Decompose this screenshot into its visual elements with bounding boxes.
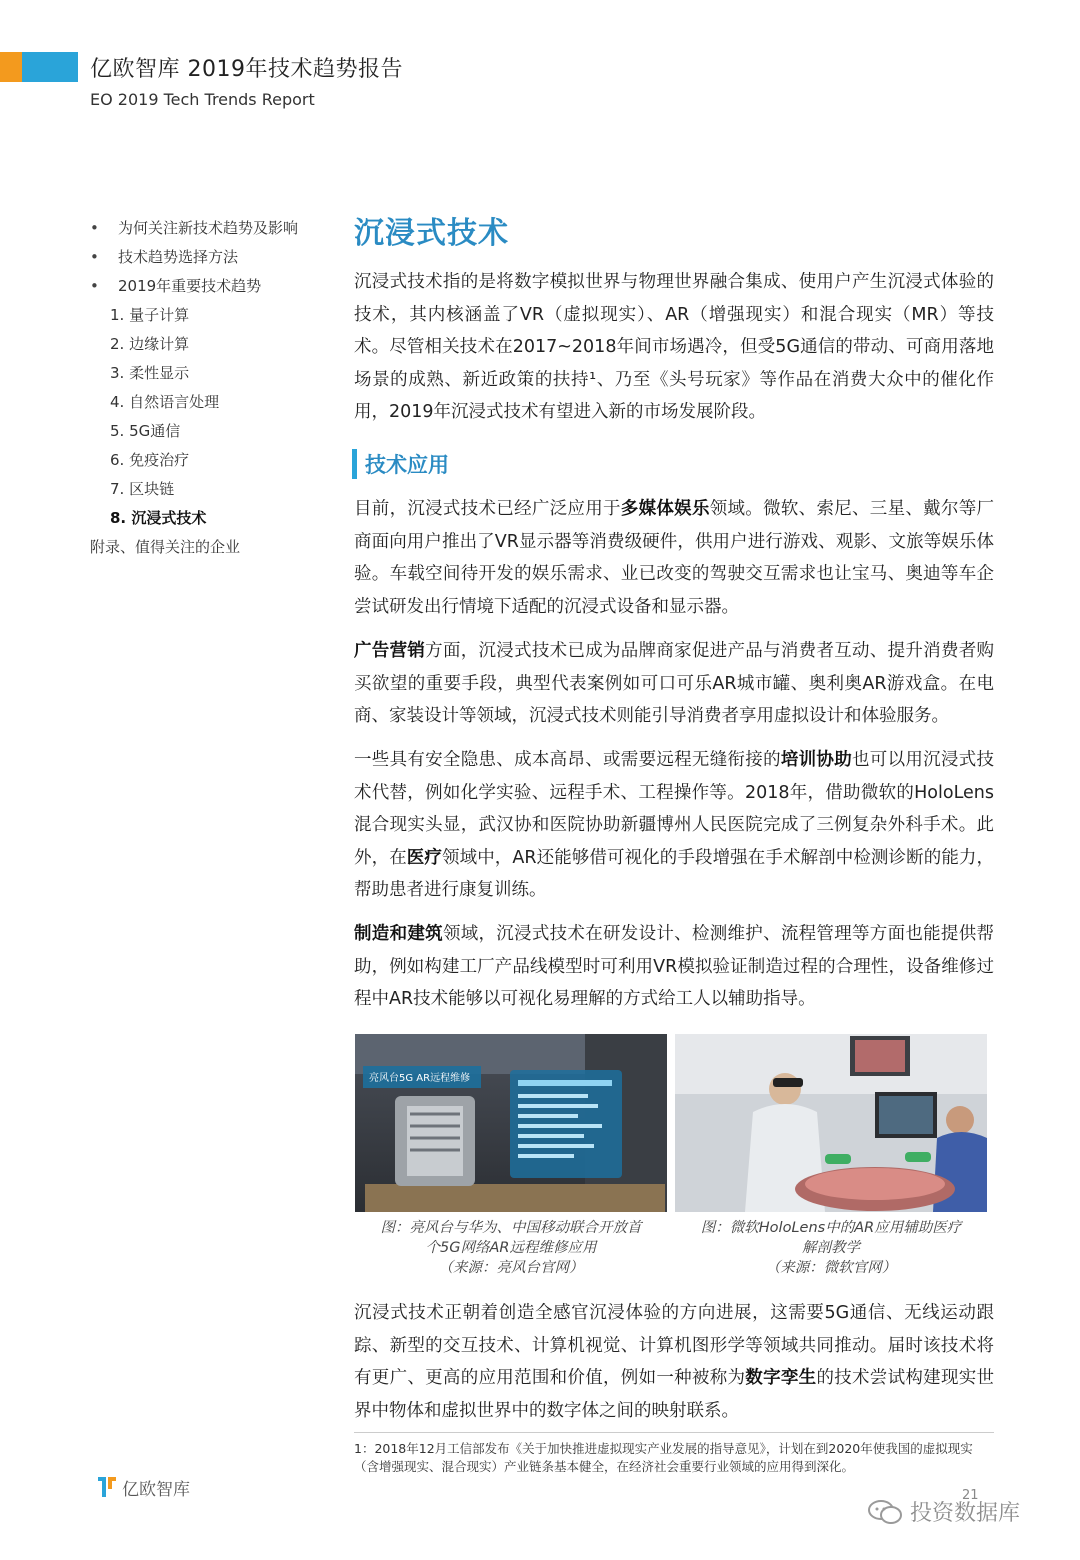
caption-line: 图：微软HoloLens中的AR应用辅助医疗 (700, 1220, 962, 1236)
paragraph-outlook (354, 1297, 994, 1427)
toc-subitem[interactable]: 3. 柔性显示 (110, 364, 190, 382)
text-span: 一些具有安全隐患、成本高昂、或需要远程无缝衔接的 (354, 750, 781, 770)
text-span: 领域，沉浸式技术在研发设计、检测维护、流程管理等方面也能提供帮助，例如构建工厂产品线模型时可利用VR模拟验证制造过程的合理性，设备维修过程中AR技术能够以可视化易理解的方式给工人以辅助指导。 (354, 924, 995, 1009)
watermark-text: 投资数据库 (910, 1501, 1021, 1526)
header-accent-blue (22, 52, 78, 82)
keyword: 广告营销 (354, 641, 426, 661)
caption-line: 图：亮风台与华为、中国移动联合开放首 (380, 1220, 642, 1236)
paragraph-entertainment (354, 493, 994, 623)
subheading (352, 448, 449, 480)
text-span: 沉浸式技术正朝着创造全感官沉浸体验的方向进展，这需要5G通信、无线运动跟踪、新型的交互技术、计算机视觉、计算机图形学等领域共同推动。届时该技术将有更广、更高的应用范围和价值，例如一种被称为 (354, 1303, 994, 1388)
toc-subitem[interactable]: 5. 5G通信 (110, 422, 181, 440)
watermark (868, 1496, 1020, 1527)
caption-line: 解剖教学 (802, 1240, 860, 1256)
header-accent-orange (0, 52, 22, 82)
caption-source: （来源：微软官网） (765, 1260, 897, 1276)
text-span: 领域。微软、索尼、三星、戴尔等厂商面向用户推出了VR显示器等消费级硬件，供用户进行游戏、观影、文旅等娱乐体验。车载空间待开发的娱乐需求、业已改变的驾驶交互需求也让宝马、奥迪等车企尝试研发出行情境下适配的沉浸式设备和显示器。 (354, 499, 995, 617)
footer-logo (96, 1474, 190, 1500)
toc-subitem[interactable]: 1. 量子计算 (110, 306, 190, 324)
figure-hololens-medical (675, 1034, 987, 1212)
footnote: 1：2018年12月工信部发布《关于加快推进虚拟现实产业发展的指导意见》，计划在到2020年使我国的虚拟现实（含增强现实、混合现实）产业链条基本健全，在经济社会重要行业领域的应用得到深化。 (354, 1441, 973, 1474)
caption-line: 个5G网络AR远程维修应用 (425, 1240, 597, 1256)
subheading-text: 技术应用 (365, 453, 449, 477)
table-of-contents (90, 214, 330, 562)
text-span: 的技术尝试构建现实世界中物体和虚拟世界中的数字体之间的映射联系。 (354, 1368, 995, 1421)
toc-subitem[interactable]: 6. 免疫治疗 (110, 451, 190, 469)
paragraph-marketing (354, 635, 994, 733)
chat-bubble-icon (868, 1499, 902, 1525)
toc-subitem-active[interactable]: 8. 沉浸式技术 (110, 509, 207, 527)
figure-caption-2 (675, 1218, 987, 1278)
paragraph-training (354, 744, 994, 907)
caption-source: （来源：亮风台官网） (438, 1260, 584, 1276)
page-number: 21 (962, 1488, 979, 1503)
figure-caption-1 (355, 1218, 667, 1278)
text-span: 也可以用沉浸式技术代替，例如化学实验、远程手术、工程操作等。2018年，借助微软的HoloLens混合现实头显，武汉协和医院协助新疆博州人民医院完成了三例复杂外科手术。此外，在 (354, 750, 995, 868)
subheading-bar (352, 449, 357, 479)
toc-subitem[interactable]: 2. 边缘计算 (110, 335, 190, 353)
toc-subitem[interactable]: 4. 自然语言处理 (110, 393, 220, 411)
section-title: 沉浸式技术 (354, 216, 509, 251)
figure-ar-maintenance (355, 1034, 667, 1212)
report-subtitle: EO 2019 Tech Trends Report (90, 90, 315, 109)
ar-maintenance-image (355, 1034, 667, 1212)
text-span: 目前，沉浸式技术已经广泛应用于 (354, 499, 621, 519)
intro-paragraph: 沉浸式技术指的是将数字模拟世界与物理世界融合集成、使用户产生沉浸式体验的技术，其内核涵盖了VR（虚拟现实）、AR（增强现实）和混合现实（MR）等技术。尽管相关技术在2017~2018年间市场遇冷，但受5G通信的带动、可商用落地场景的成熟、新近政策的扶持¹、乃至《头号玩家》等作品在消费大众中的催化作用，2019年沉浸式技术有望进入新的市场发展阶段。 (354, 272, 994, 422)
keyword: 数字孪生 (745, 1368, 817, 1388)
toc-appendix[interactable]: 附录、值得关注的企业 (90, 538, 241, 556)
keyword: 多媒体娱乐 (620, 499, 710, 519)
paragraph-manufacturing (354, 918, 994, 1016)
keyword: 医疗 (406, 847, 442, 868)
hololens-medical-image (675, 1034, 987, 1212)
report-title: 亿欧智库 2019年技术趋势报告 (90, 57, 403, 82)
logo-icon (96, 1475, 118, 1499)
toc-item[interactable]: • 为何关注新技术趋势及影响 (90, 214, 330, 243)
keyword: 培训协助 (780, 750, 853, 770)
logo-text: 亿欧智库 (122, 1479, 190, 1500)
toc-subitem[interactable]: 7. 区块链 (110, 480, 175, 498)
keyword: 制造和建筑 (354, 924, 443, 944)
text-span: 方面，沉浸式技术已成为品牌商家促进产品与消费者互动、提升消费者购买欲望的重要手段，典型代表案例如可口可乐AR城市罐、奥利奥AR游戏盒。在电商、家装设计等领域，沉浸式技术则能引导消费者享用虚拟设计和体验服务。 (354, 641, 995, 726)
toc-item[interactable]: • 技术趋势选择方法 (90, 243, 330, 272)
toc-item[interactable]: • 2019年重要技术趋势 (90, 272, 330, 301)
text-span: 领域中，AR还能够借可视化的手段增强在手术解剖中检测诊断的能力，帮助患者进行康复训练。 (354, 847, 995, 900)
ar-overlay-label: 亮风台5G AR远程维修 (369, 1073, 471, 1084)
footnote-divider (354, 1432, 994, 1433)
